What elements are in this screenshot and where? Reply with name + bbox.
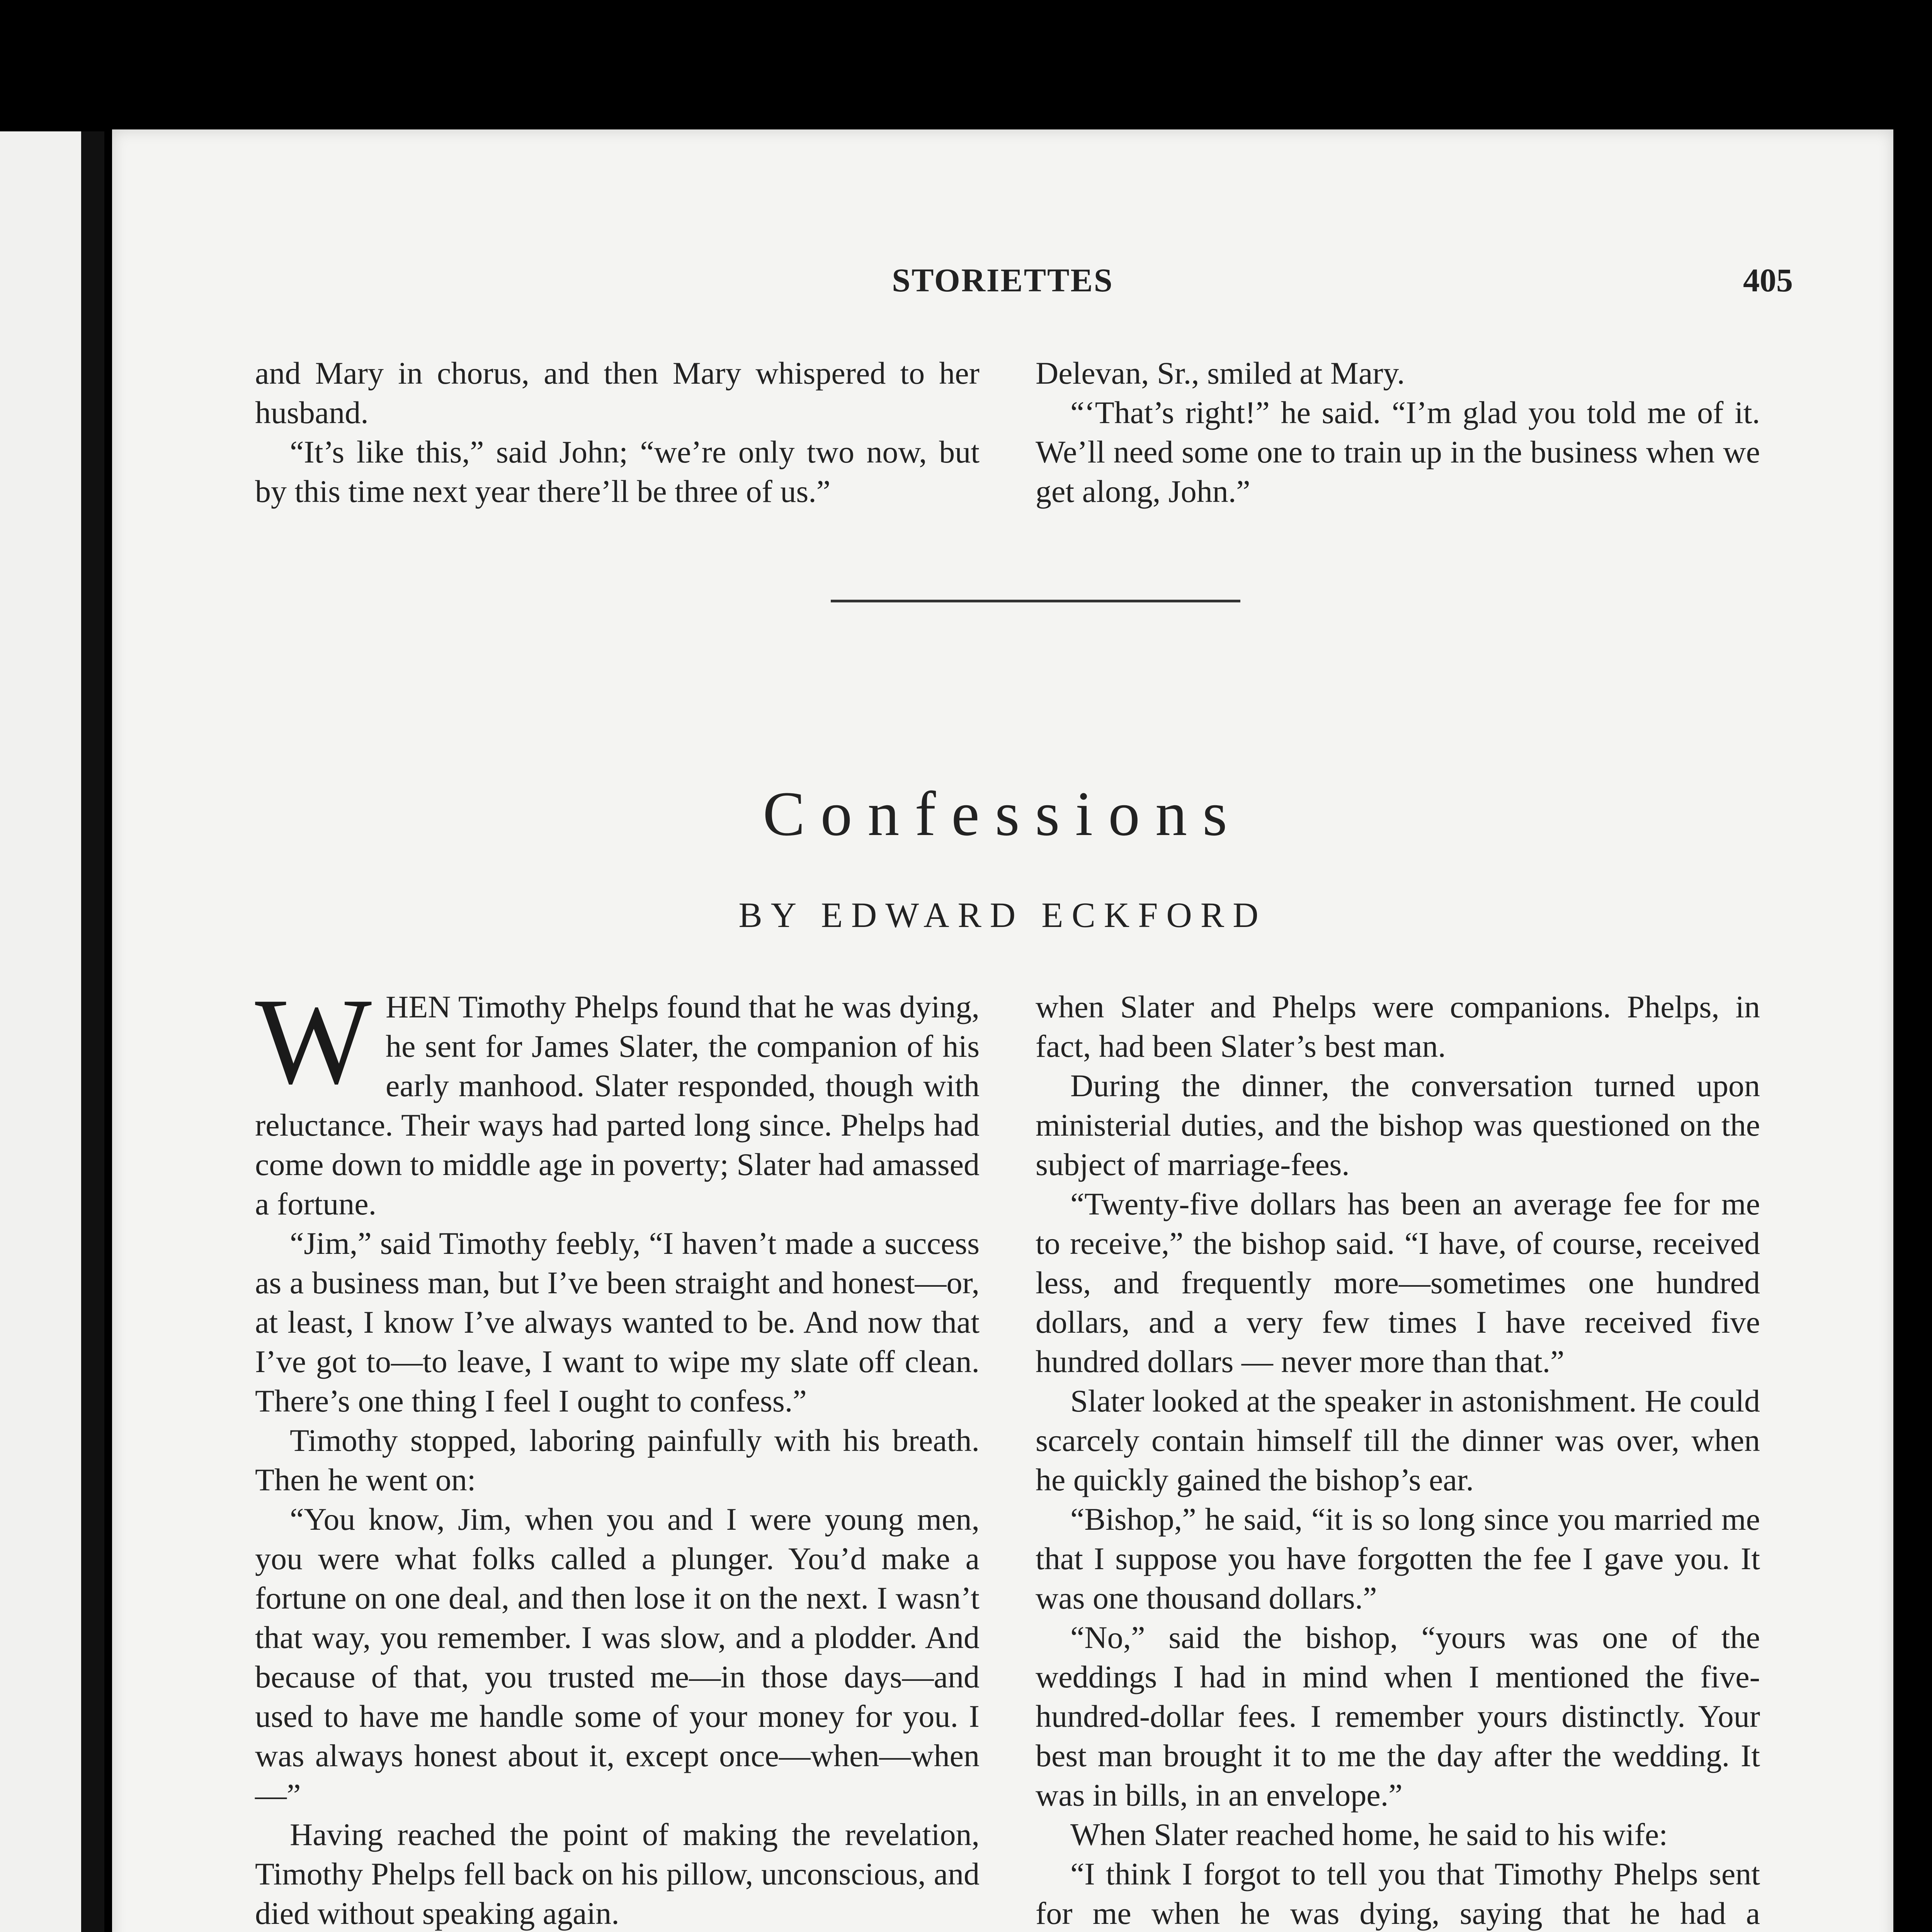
paragraph: During the dinner, the conversation turned upon ministerial duties, and the bishop was questioned on the subject of marriage-fees. (1036, 1068, 1760, 1182)
paragraph: “Bishop,” he said, “it is so long since you married me that I suppose you have forgotten the fee I gave you. It was one thousand dollars.” (1036, 1502, 1760, 1616)
paragraph: Timothy stopped, laboring painfully with his breath. Then he went on: (255, 1423, 980, 1497)
magazine-page (112, 129, 1893, 1932)
section-title: STORIETTES (892, 262, 1114, 299)
paragraph: “Twenty-five dollars has been an average fee for me to receive,” the bishop said. “I have, of course, received less, and frequently more—sometimes one hundred dollars, and a very few times I have received five hundred dollars — never more than that.” (1036, 1186, 1760, 1379)
paragraph: “No,” said the bishop, “yours was one of the weddings I had in mind when I mentioned the five-hundred-dollar fees. I remember yours distinctly. Your best man brought it to me the day after the wedding. It was in bills, in an envelope.” (1036, 1620, 1760, 1813)
prev-story-left-column (255, 354, 980, 511)
prev-story-right-column (1036, 354, 1760, 511)
opening-paragraph (255, 973, 980, 1224)
running-head (112, 261, 1893, 307)
paragraph: “Jim,” said Timothy feebly, “I haven’t made a success as a business man, but I’ve been straight and honest—or, at least, I know I’ve always wanted to be. And now that I’ve got to—to leave, I want to wipe my slate off clean. There’s one thing I feel I ought to confess.” (255, 1226, 980, 1418)
paragraph: when Slater and Phelps were companions. Phelps, in fact, had been Slater’s best man. (1036, 989, 1760, 1064)
paragraph: “It’s like this,” said John; “we’re only two now, but by this time next year there’ll be three of us.” (255, 434, 980, 509)
paragraph: When Slater reached home, he said to his wife: (1070, 1817, 1668, 1852)
opening-text: HEN Timothy Phelps found that he was dying, he sent for James Slater, the companion of his early manhood. Slater responded, though with reluctance. Their ways had parted long since. Phelps had come down to middle age in poverty; Slater had amassed a fortune. (255, 989, 980, 1221)
drop-cap: W (255, 973, 372, 1110)
binding-shadow (81, 131, 104, 1932)
paragraph: Delevan, Sr., smiled at Mary. (1036, 355, 1405, 391)
left-page-edge (0, 131, 89, 1932)
paragraph: Slater looked at the speaker in astonishment. He could scarcely contain himself till the dinner was over, when he quickly gained the bishop’s ear. (1036, 1383, 1760, 1497)
paragraph: Having reached the point of making the revelation, Timothy Phelps fell back on his pillow, unconscious, and died without speaking again. (255, 1817, 980, 1931)
paragraph: “I think I forgot to tell you that Timothy Phelps sent for me when he was dying, saying that he had a (1036, 1856, 1760, 1931)
page-number: 405 (1743, 262, 1793, 299)
paragraph: “You know, Jim, when you and I were young men, you were what folks called a plunger. You’d make a fortune on one deal, and then lose it on the next. I wasn’t that way, you remember. I was slow, and a plodder. And because of that, you trusted me—in those days—and used to have me handle some of your money for you. I was always honest about it, except once—when—when—” (255, 1502, 980, 1813)
story-right-column (1036, 987, 1760, 1932)
byline: BY EDWARD ECKFORD (738, 895, 1267, 935)
section-divider (831, 600, 1240, 602)
story-left-column (255, 973, 980, 1932)
story-title: Confessions (763, 779, 1243, 849)
paragraph: and Mary in chorus, and then Mary whispered to her husband. (255, 355, 980, 430)
paragraph: “‘That’s right!” he said. “I’m glad you told me of it. We’ll need some one to train up in the business when we get along, John.” (1036, 395, 1760, 509)
